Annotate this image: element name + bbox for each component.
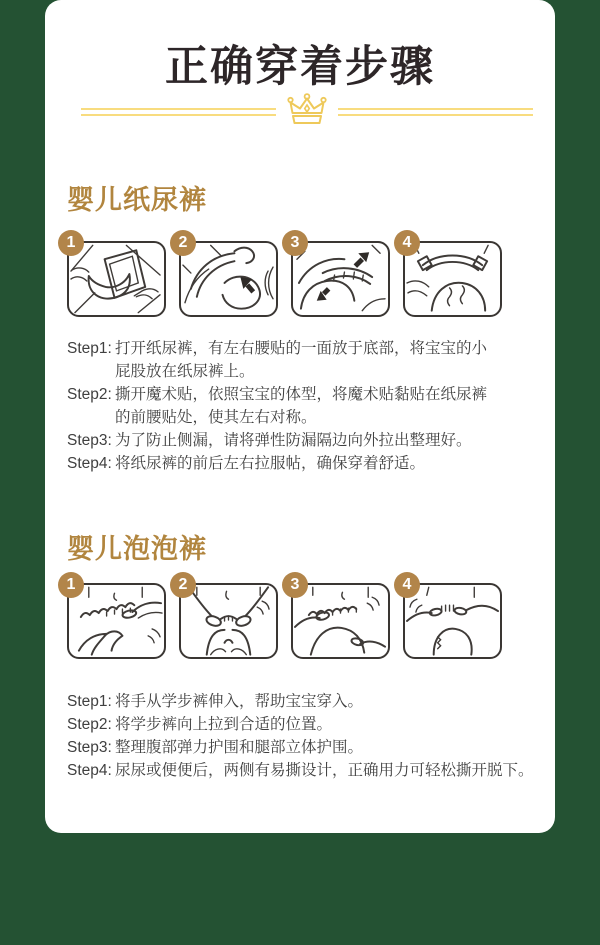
step-item <box>67 337 547 383</box>
divider-line-left <box>81 108 276 116</box>
illustration-adjust-guards <box>293 585 388 657</box>
step-item <box>67 429 547 452</box>
step-text: 将手从学步裤伸入，帮助宝宝穿入。 <box>115 693 364 710</box>
step-panel <box>290 576 390 659</box>
step-text: 将纸尿裤的前后左右拉服帖，确保穿着舒适。 <box>115 455 426 472</box>
step-text: 将学步裤向上拉到合适的位置。 <box>115 716 333 733</box>
step-text: 为了防止侧漏，请将弹性防漏隔边向外拉出整理好。 <box>115 432 472 449</box>
page-title: 正确穿着步骤 <box>165 43 435 91</box>
section-heading-tape-diaper: 婴儿纸尿裤 <box>67 185 207 215</box>
step-label: Step4: <box>67 455 112 472</box>
step-number-badge: 4 <box>394 230 420 256</box>
step-text: 尿尿或便便后，两侧有易撕设计，正确用力可轻松撕开脱下。 <box>115 762 534 779</box>
title-divider <box>81 95 533 129</box>
illustration-hand-into-pants <box>69 585 164 657</box>
panel-row-pullup-pants <box>66 576 502 659</box>
step-label: Step4: <box>67 762 112 779</box>
step-panel <box>66 234 166 317</box>
step-panel <box>66 576 166 659</box>
step-number-badge: 3 <box>282 230 308 256</box>
step-label: Step1: <box>67 340 112 357</box>
steps-pullup-pants <box>67 690 547 782</box>
illustration-pull-up-pants <box>181 585 276 657</box>
step-label: Step1: <box>67 693 112 710</box>
illustration-smooth-fit <box>405 243 500 315</box>
illustration-place-baby <box>181 243 276 315</box>
crown-icon <box>283 93 331 132</box>
step-number-badge: 1 <box>58 230 84 256</box>
step-label: Step3: <box>67 739 112 756</box>
step-number-badge: 3 <box>282 572 308 598</box>
step-item <box>67 736 547 759</box>
step-panel <box>178 576 278 659</box>
step-number-badge: 1 <box>58 572 84 598</box>
illustration-tear-sides <box>405 585 500 657</box>
step-panel <box>178 234 278 317</box>
step-label: Step2: <box>67 716 112 733</box>
step-number-badge: 2 <box>170 230 196 256</box>
step-label: Step3: <box>67 432 112 449</box>
step-text: 撕开魔术贴，依照宝宝的体型，将魔术贴黏贴在纸尿裤 <box>115 386 488 403</box>
step-item <box>67 690 547 713</box>
steps-tape-diaper <box>67 337 547 475</box>
panel-row-tape-diaper <box>66 234 502 317</box>
content-card <box>45 0 555 833</box>
step-item <box>67 452 547 475</box>
divider-line-right <box>338 108 533 116</box>
step-item <box>67 383 547 429</box>
step-text: 整理腹部弹力护围和腿部立体护围。 <box>115 739 364 756</box>
step-number-badge: 4 <box>394 572 420 598</box>
step-item <box>67 713 547 736</box>
step-text: 的前腰贴处，使其左右对称。 <box>115 409 317 426</box>
illustration-open-diaper <box>69 243 164 315</box>
step-item <box>67 759 547 782</box>
step-text: 屁股放在纸尿裤上。 <box>115 363 255 380</box>
step-panel <box>290 234 390 317</box>
step-panel <box>402 576 502 659</box>
illustration-fasten-tapes <box>293 243 388 315</box>
step-label: Step2: <box>67 386 112 403</box>
section-heading-pullup-pants: 婴儿泡泡裤 <box>67 534 207 564</box>
step-text: 打开纸尿裤，有左右腰贴的一面放于底部，将宝宝的小 <box>115 340 488 357</box>
step-number-badge: 2 <box>170 572 196 598</box>
step-panel <box>402 234 502 317</box>
